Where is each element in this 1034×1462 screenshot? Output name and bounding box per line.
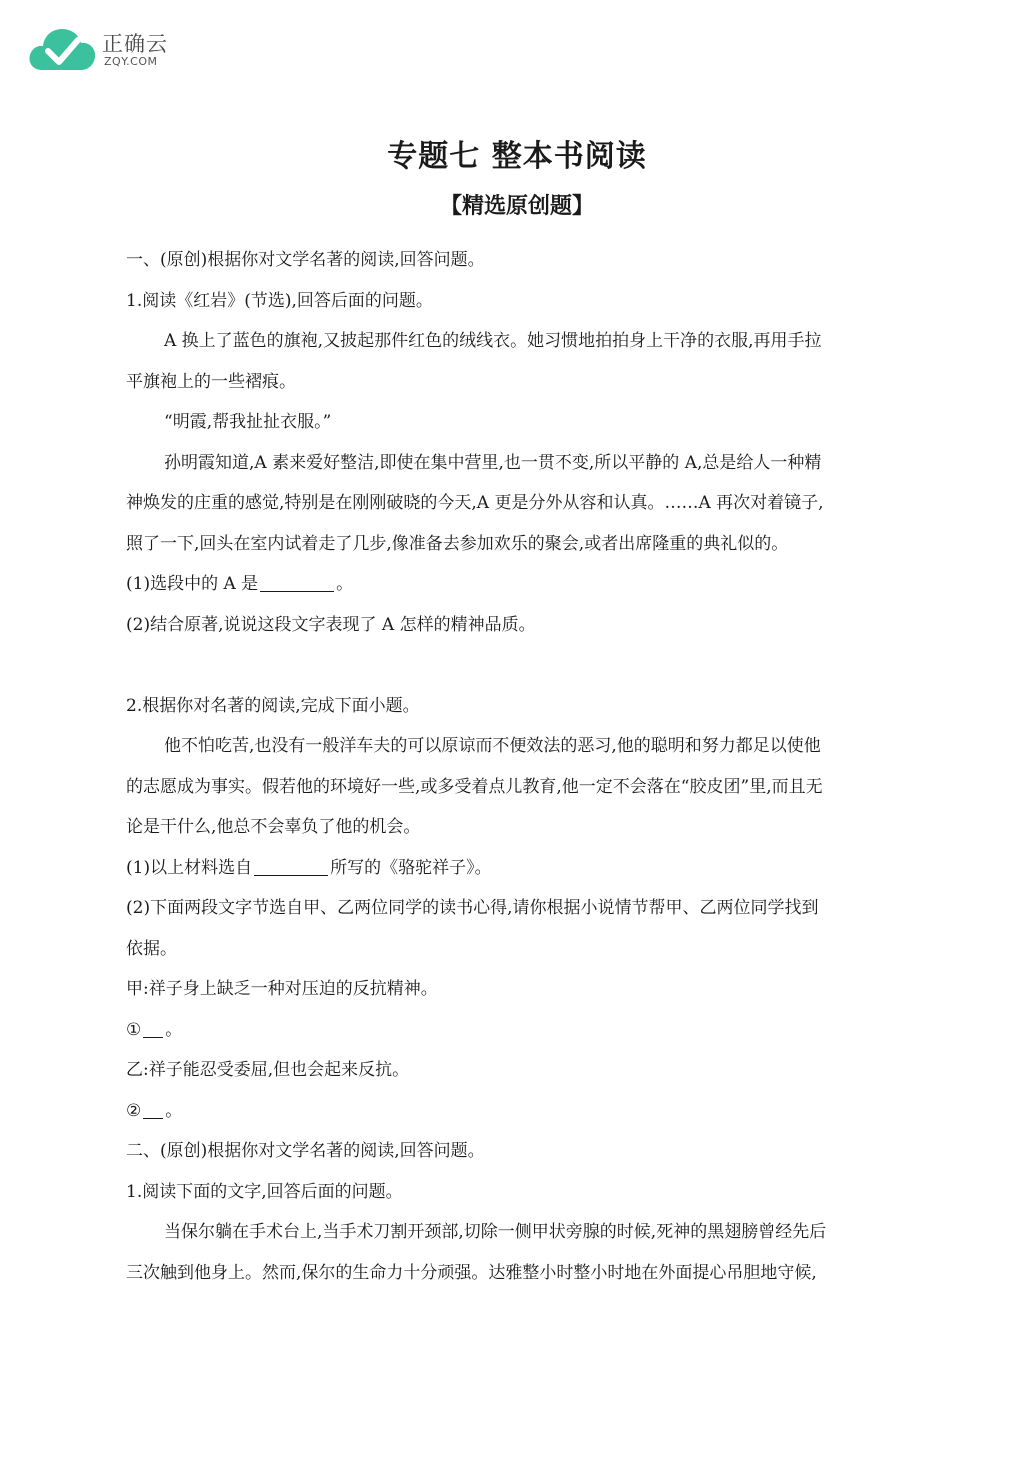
cloud-check-icon	[28, 20, 98, 76]
spacer	[126, 645, 906, 686]
answer-line	[126, 1091, 906, 1132]
question-title: 2.根据你对名著的阅读,完成下面小题。	[126, 695, 420, 716]
passage-line: 照了一下,回头在室内试着走了几步,像准备去参加欢乐的聚会,或者出席隆重的典礼似的。	[126, 533, 789, 554]
passage-line: 当保尔躺在手术台上,当手术刀割开颈部,切除一侧甲状旁腺的时候,死神的黑翅膀曾经先后	[164, 1222, 827, 1242]
answer-number: ②	[126, 1100, 142, 1121]
passage-line: 他不怕吃苦,也没有一般洋车夫的可以原谅而不便效法的恶习,他的聪明和努力都足以使他	[164, 736, 821, 756]
document-body	[126, 240, 906, 1293]
answer-blank	[143, 1019, 163, 1038]
sub-question	[126, 848, 906, 889]
section-heading: 一、(原创)根据你对文学名著的阅读,回答问题。	[126, 250, 485, 270]
answer-blank	[143, 1100, 163, 1119]
reading-note: 乙:祥子能忍受委屈,但也会起来反抗。	[126, 1060, 410, 1080]
sub-question-text: 所写的《骆驼祥子》。	[330, 857, 492, 878]
answer-blank	[254, 857, 328, 876]
passage-line: 论是干什么,他总不会辜负了他的机会。	[126, 817, 421, 837]
passage-line: A 换上了蓝色的旗袍,又披起那件红色的绒线衣。她习惯地拍拍身上干净的衣服,再用手拉	[164, 331, 822, 351]
passage-line: 的志愿成为事实。假若他的环境好一些,或多受着点儿教育,他一定不会落在“胶皮团”里,而且无	[126, 776, 823, 797]
question-title: 1.阅读《红岩》(节选),回答后面的问题。	[126, 290, 433, 311]
logo-brand-text: 正确云	[102, 32, 168, 56]
sub-question	[126, 564, 906, 605]
passage-line: 三次触到他身上。然而,保尔的生命力十分顽强。达雅整小时整小时地在外面提心吊胆地守候,	[126, 1262, 817, 1283]
passage-line: 神焕发的庄重的感觉,特别是在刚刚破晓的今天,A 更是分外从容和认真。……A 再次对着镜子,	[126, 493, 824, 513]
answer-number: ①	[126, 1019, 142, 1040]
passage-line: “明霞,帮我扯扯衣服。”	[164, 412, 332, 432]
sub-question: (2)结合原著,说说这段文字表现了 A 怎样的精神品质。	[126, 614, 536, 635]
answer-blank	[260, 573, 334, 592]
question-title: 1.阅读下面的文字,回答后面的问题。	[126, 1181, 403, 1202]
brand-logo	[28, 20, 188, 76]
sub-question-text: (1)选段中的 A 是	[126, 574, 259, 594]
section-heading: 二、(原创)根据你对文学名著的阅读,回答问题。	[126, 1141, 485, 1161]
sub-question-text: (1)以上材料选自	[126, 857, 253, 878]
logo-domain-text: ZQY.COM	[104, 55, 158, 68]
reading-note: 甲:祥子身上缺乏一种对压迫的反抗精神。	[126, 979, 438, 999]
passage-line: 平旗袍上的一些褶痕。	[126, 371, 296, 392]
sub-question-text: 。	[336, 574, 354, 594]
sub-question: (2)下面两段文字节选自甲、乙两位同学的读书心得,请你根据小说情节帮甲、乙两位同学找到	[126, 898, 819, 918]
answer-end: 。	[165, 1019, 183, 1040]
answer-end: 。	[165, 1100, 183, 1121]
answer-line	[126, 1010, 906, 1051]
page-subtitle: 【精选原创题】	[439, 193, 594, 219]
page-title: 专题七 整本书阅读	[387, 139, 647, 174]
sub-question: 依据。	[126, 938, 177, 959]
passage-line: 孙明霞知道,A 素来爱好整洁,即使在集中营里,也一贯不变,所以平静的 A,总是给人一种精	[164, 452, 822, 473]
